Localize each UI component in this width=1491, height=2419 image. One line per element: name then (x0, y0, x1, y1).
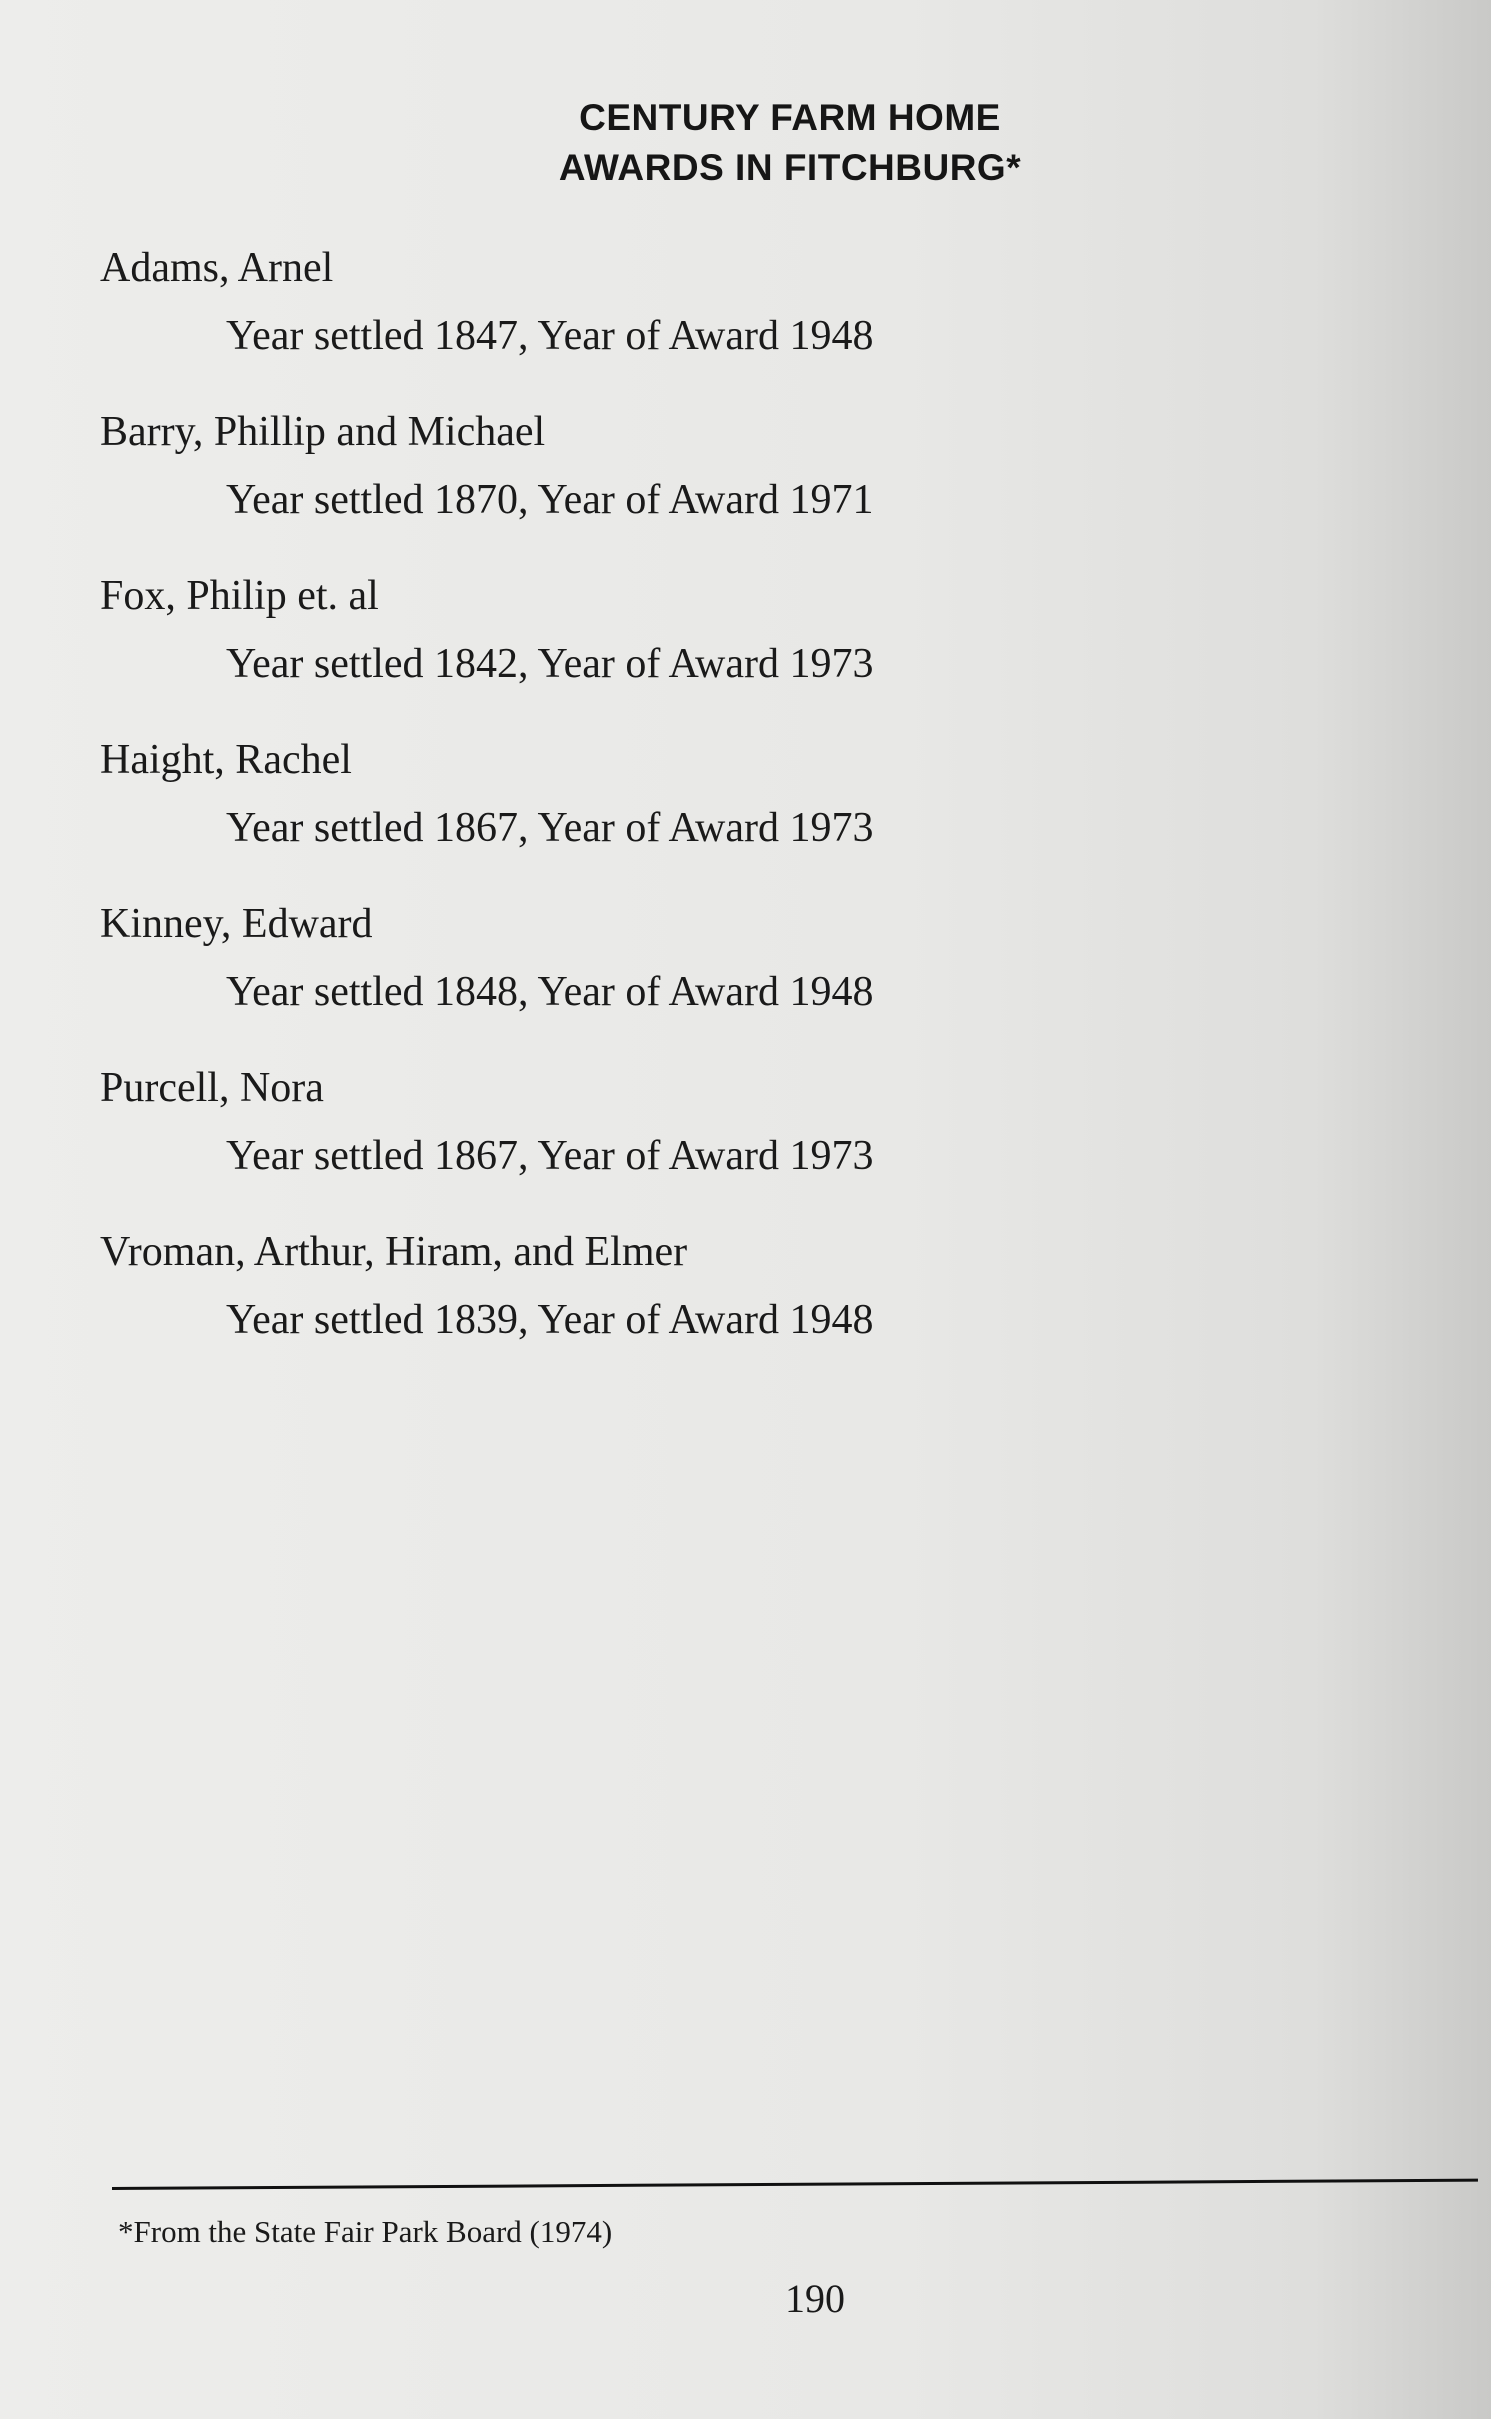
family-name: Haight, Rachel (100, 737, 352, 783)
family-name: Vroman, Arthur, Hiram, and Elmer (100, 1229, 688, 1275)
page-number: 190 (785, 2276, 845, 2321)
family-name: Kinney, Edward (100, 901, 373, 947)
settlement-award-years: Year settled 1842, Year of Award 1973 (226, 641, 874, 687)
settlement-award-years: Year settled 1839, Year of Award 1948 (226, 1297, 874, 1343)
award-list (100, 238, 1300, 1386)
family-name: Fox, Philip et. al (100, 573, 379, 619)
award-entry (100, 1058, 1300, 1222)
award-entry (100, 1222, 1300, 1386)
footnote: *From the State Fair Park Board (1974) (118, 2214, 613, 2249)
footnote-divider (112, 2179, 1478, 2190)
page-title-line-1: CENTURY FARM HOME (579, 97, 1001, 138)
settlement-award-years: Year settled 1867, Year of Award 1973 (226, 805, 874, 851)
award-entry (100, 238, 1300, 402)
settlement-award-years: Year settled 1867, Year of Award 1973 (226, 1133, 874, 1179)
settlement-award-years: Year settled 1848, Year of Award 1948 (226, 969, 874, 1015)
award-entry (100, 894, 1300, 1058)
award-entry (100, 730, 1300, 894)
family-name: Barry, Phillip and Michael (100, 409, 546, 455)
award-entry (100, 402, 1300, 566)
settlement-award-years: Year settled 1847, Year of Award 1948 (226, 313, 874, 359)
award-entry (100, 566, 1300, 730)
family-name: Adams, Arnel (100, 245, 334, 291)
family-name: Purcell, Nora (100, 1065, 324, 1111)
settlement-award-years: Year settled 1870, Year of Award 1971 (226, 477, 874, 523)
page-title-line-2: AWARDS IN FITCHBURG* (558, 147, 1022, 188)
